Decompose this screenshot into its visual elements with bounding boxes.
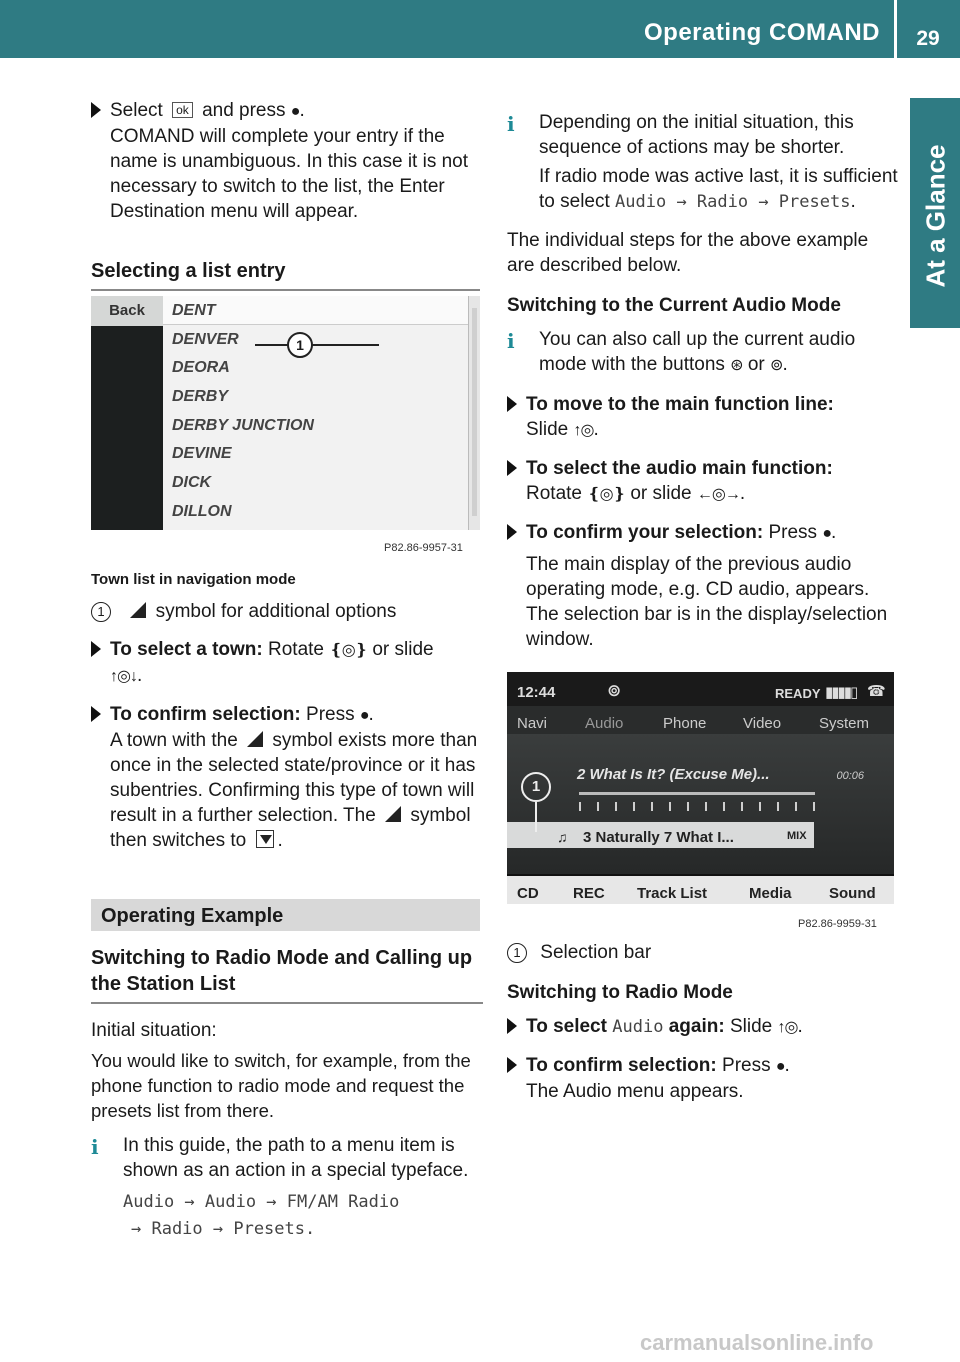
instruction-confirm-town: To confirm selection: Press ●. A town with the symbol exists more than once in the selected state/province or it has subentries. Confirming this type of town will result in a further selection. The symbol then switches to . bbox=[91, 702, 483, 853]
bullet-arrow-icon bbox=[91, 641, 101, 657]
section-heading: Switching to Radio Mode bbox=[507, 982, 733, 1003]
figure-reference: P82.86-9957-31 bbox=[384, 542, 463, 554]
watermark: carmanualsonline.info bbox=[640, 1330, 874, 1355]
scrollbar[interactable] bbox=[468, 296, 480, 530]
menu-path: Audio bbox=[612, 1017, 664, 1037]
submenu-media[interactable]: Media bbox=[749, 885, 792, 902]
instruction-text: Press bbox=[306, 704, 355, 725]
options-triangle-icon bbox=[385, 806, 401, 822]
left-column-lower bbox=[91, 567, 483, 866]
progress-tick bbox=[741, 802, 743, 811]
slide-up-controller-icon: ↑◎ bbox=[777, 1019, 798, 1036]
heading-rule bbox=[91, 289, 480, 291]
progress-ticks bbox=[579, 802, 827, 812]
bullet-arrow-icon bbox=[91, 706, 101, 722]
next-track-text: 3 Naturally 7 What I... bbox=[583, 829, 734, 846]
press-controller-icon: ● bbox=[775, 1058, 785, 1075]
submenu-cd[interactable]: CD bbox=[517, 885, 539, 902]
clock: 12:44 bbox=[517, 684, 556, 701]
list-item[interactable]: DILLON bbox=[172, 502, 232, 520]
main-function-bar bbox=[507, 706, 894, 734]
instruction-text: symbol exists more than once in the selected state/province or it has subentries. Confirming this type of town will result in a further selection. The bbox=[110, 730, 478, 826]
list-item[interactable]: DEORA bbox=[172, 359, 230, 377]
radio-button-icon: ⊛ bbox=[730, 357, 743, 374]
instruction-label: To confirm your selection: bbox=[526, 522, 764, 543]
heading-rule bbox=[91, 1002, 483, 1004]
menu-path: Audio → Audio → FM/AM Radio bbox=[123, 1192, 400, 1212]
info-text: You can also call up the current audio mode with the buttons bbox=[539, 329, 856, 375]
submenu-sound[interactable]: Sound bbox=[829, 885, 876, 902]
bullet-arrow-icon bbox=[507, 396, 517, 412]
callout-marker: 1 bbox=[287, 332, 313, 358]
display-window bbox=[507, 734, 894, 874]
status-bar bbox=[507, 672, 894, 706]
progress-tick bbox=[597, 802, 599, 811]
rotate-controller-icon: ❴◎❵ bbox=[329, 642, 368, 659]
info-icon: i bbox=[507, 329, 515, 353]
instruction-text: Press bbox=[722, 1055, 771, 1076]
subheading: Switching to Radio Mode and Calling up the Station List bbox=[91, 947, 473, 995]
bullet-arrow-icon bbox=[91, 102, 101, 118]
info-icon: i bbox=[507, 112, 515, 136]
instruction-text: A town with the bbox=[110, 730, 238, 751]
info-note-guide bbox=[91, 1133, 483, 1243]
instruction-label: To select the audio main function: bbox=[526, 458, 833, 479]
info-text: In this guide, the path to a menu item is shown as an action in a special typeface. bbox=[123, 1135, 469, 1181]
callout-line bbox=[255, 344, 379, 346]
instruction-confirm-selection: To confirm your selection: Press ●. The main display of the previous audio operating mode, e.g. CD audio, appears. The selection bar is in the display/selection window. bbox=[507, 520, 899, 652]
info-text: or bbox=[747, 354, 765, 375]
ok-key-icon: ok bbox=[172, 102, 193, 118]
audio-display-screenshot bbox=[507, 672, 894, 904]
instruction-text: Press bbox=[768, 522, 818, 543]
operating-example-section bbox=[91, 945, 483, 1256]
instruction-select-audio: To select Audio again: Slide ↑◎. bbox=[507, 1014, 899, 1040]
options-triangle-icon bbox=[130, 602, 146, 618]
instruction-audio-main: To select the audio main function: Rotate ❴◎❵ or slide ←◎→. bbox=[507, 456, 899, 507]
section-heading: Selecting a list entry bbox=[91, 260, 286, 282]
menu-path: → Radio → Presets. bbox=[131, 1219, 316, 1239]
bullet-arrow-icon bbox=[507, 1057, 517, 1073]
instruction-text: and press bbox=[202, 100, 286, 121]
instruction-main-line: To move to the main function line: Slide ↑◎. bbox=[507, 392, 899, 443]
town-list-screenshot bbox=[91, 296, 480, 530]
press-controller-icon: ● bbox=[359, 707, 369, 724]
info-note-depends: i Depending on the initial situation, this sequence of actions may be shorter. If radio mode was active last, it is sufficient to select Audio → Radio → Presets. bbox=[507, 112, 898, 212]
menu-item-phone[interactable]: Phone bbox=[663, 715, 707, 732]
menu-item-audio[interactable]: Audio bbox=[585, 715, 624, 732]
menu-item-navi[interactable]: Navi bbox=[517, 715, 548, 732]
instruction-text: Rotate bbox=[268, 639, 324, 660]
info-text: Depending on the initial situation, this sequence of actions may be shorter. bbox=[539, 112, 854, 158]
page-number: 29 bbox=[916, 27, 940, 50]
bullet-arrow-icon bbox=[507, 460, 517, 476]
track-title: 2 What Is It? (Excuse Me)... bbox=[577, 766, 770, 783]
town-list bbox=[163, 296, 468, 530]
instruction-select-town: To select a town: Rotate ❴◎❵ or slide ↑◎↓. bbox=[91, 637, 483, 689]
progress-tick bbox=[687, 802, 689, 811]
instruction-label: again: bbox=[668, 1016, 725, 1037]
instruction-label: To confirm selection: bbox=[110, 704, 301, 725]
progress-tick bbox=[813, 802, 815, 811]
steps-intro: The individual steps for the above example are described below. bbox=[507, 230, 869, 276]
page-header bbox=[0, 0, 960, 58]
section-tab-label: At a Glance bbox=[920, 144, 951, 288]
instruction-body: The Audio menu appears. bbox=[526, 1081, 744, 1102]
callout-line bbox=[535, 802, 537, 832]
status-ready: READY bbox=[775, 686, 821, 701]
legend-number: 1 bbox=[91, 602, 111, 622]
instruction-text: Select bbox=[110, 100, 163, 121]
press-controller-icon: ● bbox=[290, 103, 300, 120]
progress-tick bbox=[705, 802, 707, 811]
progress-tick bbox=[651, 802, 653, 811]
figure-reference: P82.86-9959-31 bbox=[798, 918, 877, 930]
instruction-text: Slide bbox=[729, 1016, 773, 1037]
progress-tick bbox=[777, 802, 779, 811]
slide-up-controller-icon: ↑◎ bbox=[573, 422, 594, 439]
instruction-label: To confirm selection: bbox=[526, 1055, 717, 1076]
legend-text: Selection bar bbox=[540, 942, 652, 963]
instruction-body: The main display of the previous audio operating mode, e.g. CD audio, appears. The selection bar is in the display/selection window. bbox=[526, 554, 888, 650]
disc-button-icon: ⊚ bbox=[770, 357, 783, 374]
rotate-controller-icon: ❴◎❵ bbox=[587, 486, 626, 503]
options-triangle-icon bbox=[247, 731, 263, 747]
instruction-text: Slide bbox=[526, 419, 569, 440]
list-item[interactable]: DENVER bbox=[172, 330, 239, 348]
submenu-track-list[interactable]: Track List bbox=[637, 885, 708, 902]
elapsed-time: 00:06 bbox=[836, 770, 864, 782]
right-column-lower bbox=[507, 940, 899, 1117]
legend-item bbox=[507, 940, 899, 965]
selection-bar[interactable] bbox=[507, 822, 814, 848]
progress-tick bbox=[579, 802, 581, 811]
info-text: If radio mode was active last, it is sufficient to select bbox=[539, 166, 898, 212]
signal-strength-icon: ▮▮▮▮▯ bbox=[825, 684, 857, 701]
instruction-text: or slide bbox=[630, 483, 692, 504]
instruction-label: To move to the main function line: bbox=[526, 394, 834, 415]
list-item[interactable]: DENT bbox=[163, 296, 468, 325]
slide-updown-controller-icon: ↑◎↓ bbox=[110, 668, 137, 685]
mix-icon: MIX bbox=[787, 830, 807, 842]
initial-body: You would like to switch, for example, from the phone function to radio mode and request the presets list from there. bbox=[91, 1050, 471, 1121]
chapter-title: Operating COMAND bbox=[644, 19, 880, 46]
instruction-text: symbol then switches to bbox=[110, 805, 471, 851]
progress-tick bbox=[723, 802, 725, 811]
info-icon: i bbox=[91, 1135, 99, 1159]
instruction-select-ok: Select ok and press ●. COMAND will complete your entry if the name is unambiguous. In this case it is not necessary to switch to the list, the Enter Destination menu will appear. bbox=[91, 98, 483, 224]
source-icon: ⊚ bbox=[607, 681, 622, 700]
info-note-call: i You can also call up the current audio mode with the buttons ⊛ or ⊚. bbox=[507, 327, 899, 378]
callout-marker: 1 bbox=[521, 772, 551, 802]
list-item[interactable]: DERBY bbox=[172, 388, 229, 406]
section-tab bbox=[910, 98, 960, 328]
progress-tick bbox=[633, 802, 635, 811]
section-heading: Switching to the Current Audio Mode bbox=[507, 295, 841, 316]
initial-label: Initial situation: bbox=[91, 1020, 217, 1041]
progress-tick bbox=[669, 802, 671, 811]
instruction-text: or slide bbox=[372, 639, 434, 660]
progress-bar bbox=[579, 792, 815, 795]
bullet-arrow-icon bbox=[507, 1018, 517, 1034]
list-item[interactable]: DICK bbox=[172, 474, 212, 492]
instruction-label: To select a town: bbox=[110, 639, 263, 660]
bullet-arrow-icon bbox=[507, 524, 517, 540]
legend-number: 1 bbox=[507, 943, 527, 963]
instruction-text: Rotate bbox=[526, 483, 582, 504]
list-item[interactable]: DERBY JUNCTION bbox=[172, 416, 314, 434]
legend-item bbox=[91, 599, 483, 624]
press-controller-icon: ● bbox=[822, 525, 831, 542]
header-divider bbox=[894, 0, 897, 58]
expanded-arrow-icon bbox=[256, 830, 274, 848]
figure-caption: Town list in navigation mode bbox=[91, 571, 296, 588]
instruction-confirm-selection-2: To confirm selection: Press ●. The Audio menu appears. bbox=[507, 1053, 899, 1104]
submenu-bar bbox=[507, 876, 894, 904]
section-selecting-list bbox=[91, 258, 480, 291]
scroll-thumb[interactable] bbox=[472, 308, 477, 516]
list-item[interactable]: DEVINE bbox=[172, 445, 232, 463]
side-panel bbox=[91, 296, 163, 530]
phone-icon: ☎ bbox=[867, 683, 886, 700]
progress-tick bbox=[759, 802, 761, 811]
operating-example-heading: Operating Example bbox=[91, 899, 480, 931]
progress-tick bbox=[615, 802, 617, 811]
progress-tick bbox=[795, 802, 797, 811]
menu-item-system[interactable]: System bbox=[819, 715, 870, 732]
right-column bbox=[507, 110, 899, 665]
menu-path: Audio → Radio → Presets bbox=[615, 192, 851, 212]
track-icon: ♫ bbox=[557, 829, 568, 845]
left-column bbox=[91, 98, 483, 237]
back-button[interactable]: Back bbox=[91, 296, 163, 326]
submenu-rec[interactable]: REC bbox=[573, 885, 605, 902]
menu-item-video[interactable]: Video bbox=[743, 715, 782, 732]
slide-leftright-controller-icon: ←◎→ bbox=[696, 486, 740, 503]
legend-text: symbol for additional options bbox=[155, 601, 397, 622]
instruction-label: To select bbox=[526, 1016, 607, 1037]
instruction-body: COMAND will complete your entry if the name is unambiguous. In this case it is not necessary to switch to the list, the Enter Destination menu will appear. bbox=[110, 126, 469, 222]
